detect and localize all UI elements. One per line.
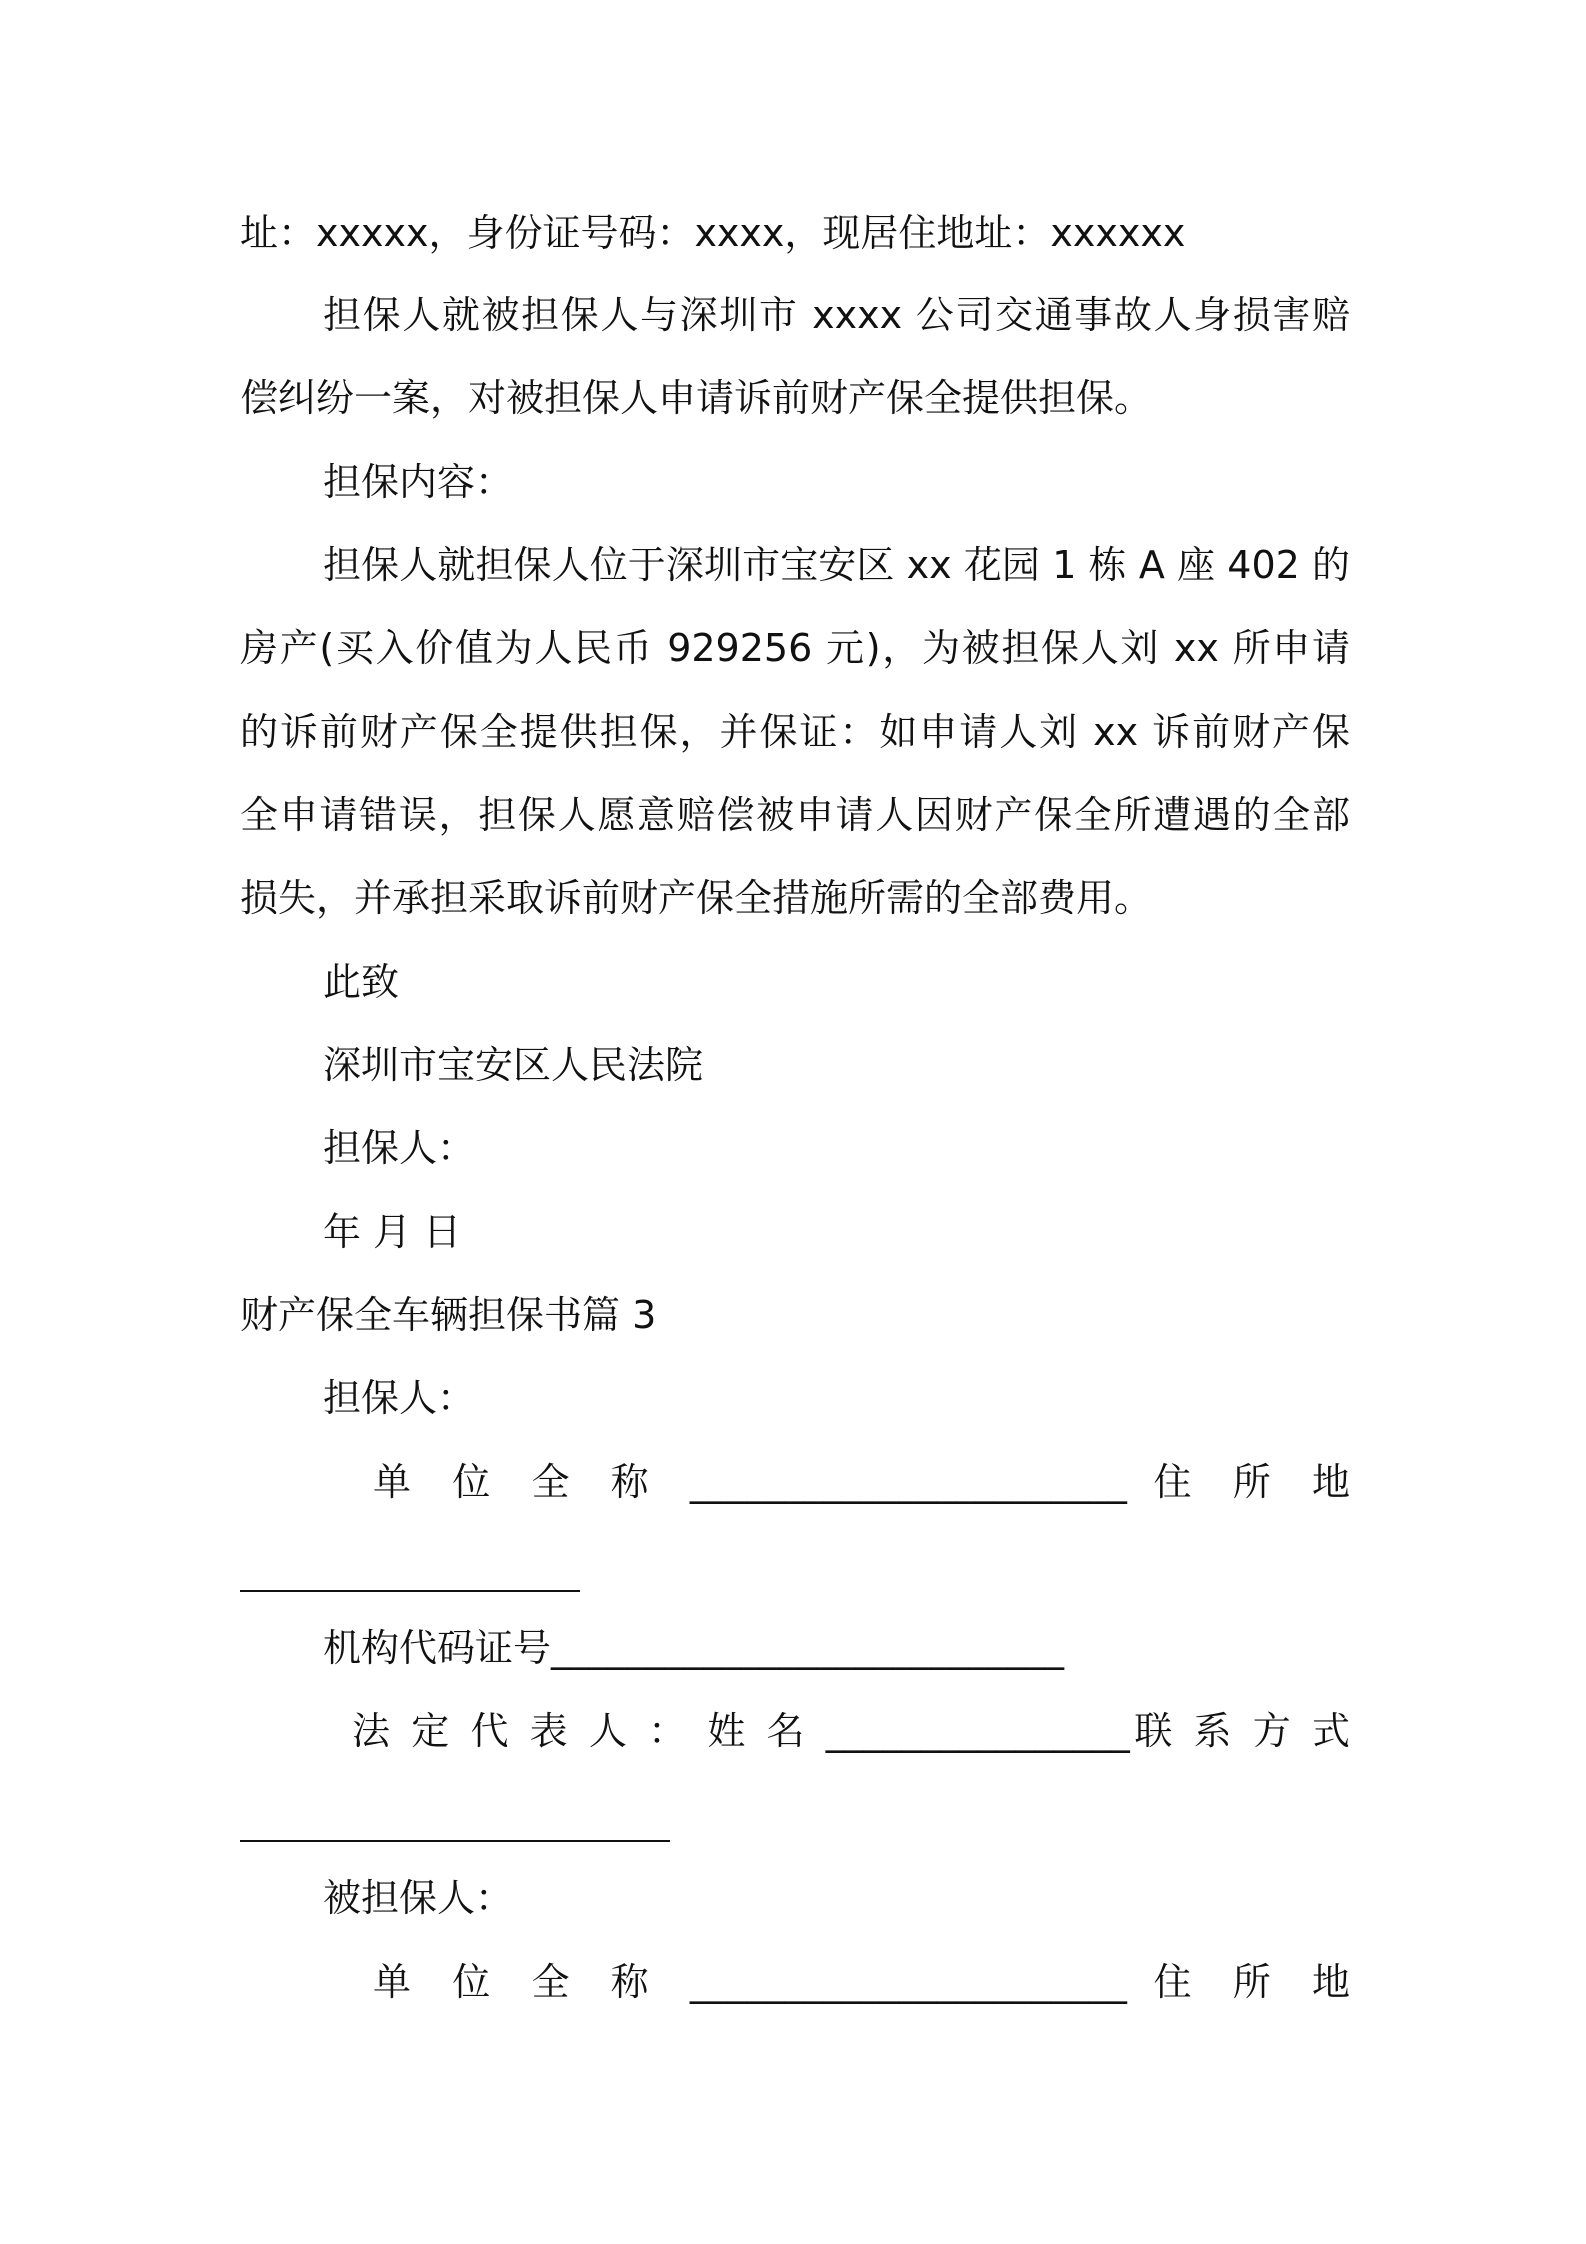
paragraph-line: 房产(买入价值为人民币 929256 元)，为被担保人刘 xx 所申请 — [240, 626, 1350, 670]
paragraph-line: 担保人就担保人位于深圳市宝安区 xx 花园 1 栋 A 座 402 的 — [323, 543, 1350, 587]
salutation: 此致 — [323, 960, 400, 1004]
section-title: 财产保全车辆担保书篇 3 — [240, 1293, 657, 1337]
contact-underline — [240, 1840, 670, 1842]
paragraph-line: 全申请错误，担保人愿意赔偿被申请人因财产保全所遭遇的全部 — [240, 793, 1350, 837]
address-underline — [240, 1590, 580, 1592]
addressee: 深圳市宝安区人民法院 — [323, 1043, 704, 1087]
heading-guarantee-content: 担保内容： — [323, 460, 514, 504]
paragraph-line: 损失，并承担采取诉前财产保全措施所需的全部费用。 — [240, 876, 1153, 920]
guaranteed-party-label: 被担保人： — [323, 1876, 514, 1920]
paragraph-line: 的诉前财产保全提供担保，并保证：如申请人刘 xx 诉前财产保 — [240, 710, 1350, 754]
guarantor-label: 担保人： — [323, 1376, 476, 1420]
paragraph-line: 偿纠纷一案，对被担保人申请诉前财产保全提供担保。 — [240, 376, 1153, 420]
unit-name-field: 单 位 全 称 _______________________ 住 所 地 — [373, 1960, 1350, 2004]
signature-guarantor: 担保人： — [323, 1126, 476, 1170]
signature-date: 年 月 日 — [323, 1210, 462, 1254]
unit-name-field: 单 位 全 称 _______________________ 住 所 地 — [373, 1460, 1350, 1504]
paragraph-line: 址：xxxxx，身份证号码：xxxx，现居住地址：xxxxxx — [240, 211, 1186, 255]
org-code-field: 机构代码证号___________________________ — [323, 1626, 1065, 1670]
legal-rep-field: 法 定 代 表 人 ： 姓 名 ________________联 系 方 式 — [352, 1709, 1350, 1753]
paragraph-line: 担保人就被担保人与深圳市 xxxx 公司交通事故人身损害赔 — [323, 293, 1350, 337]
